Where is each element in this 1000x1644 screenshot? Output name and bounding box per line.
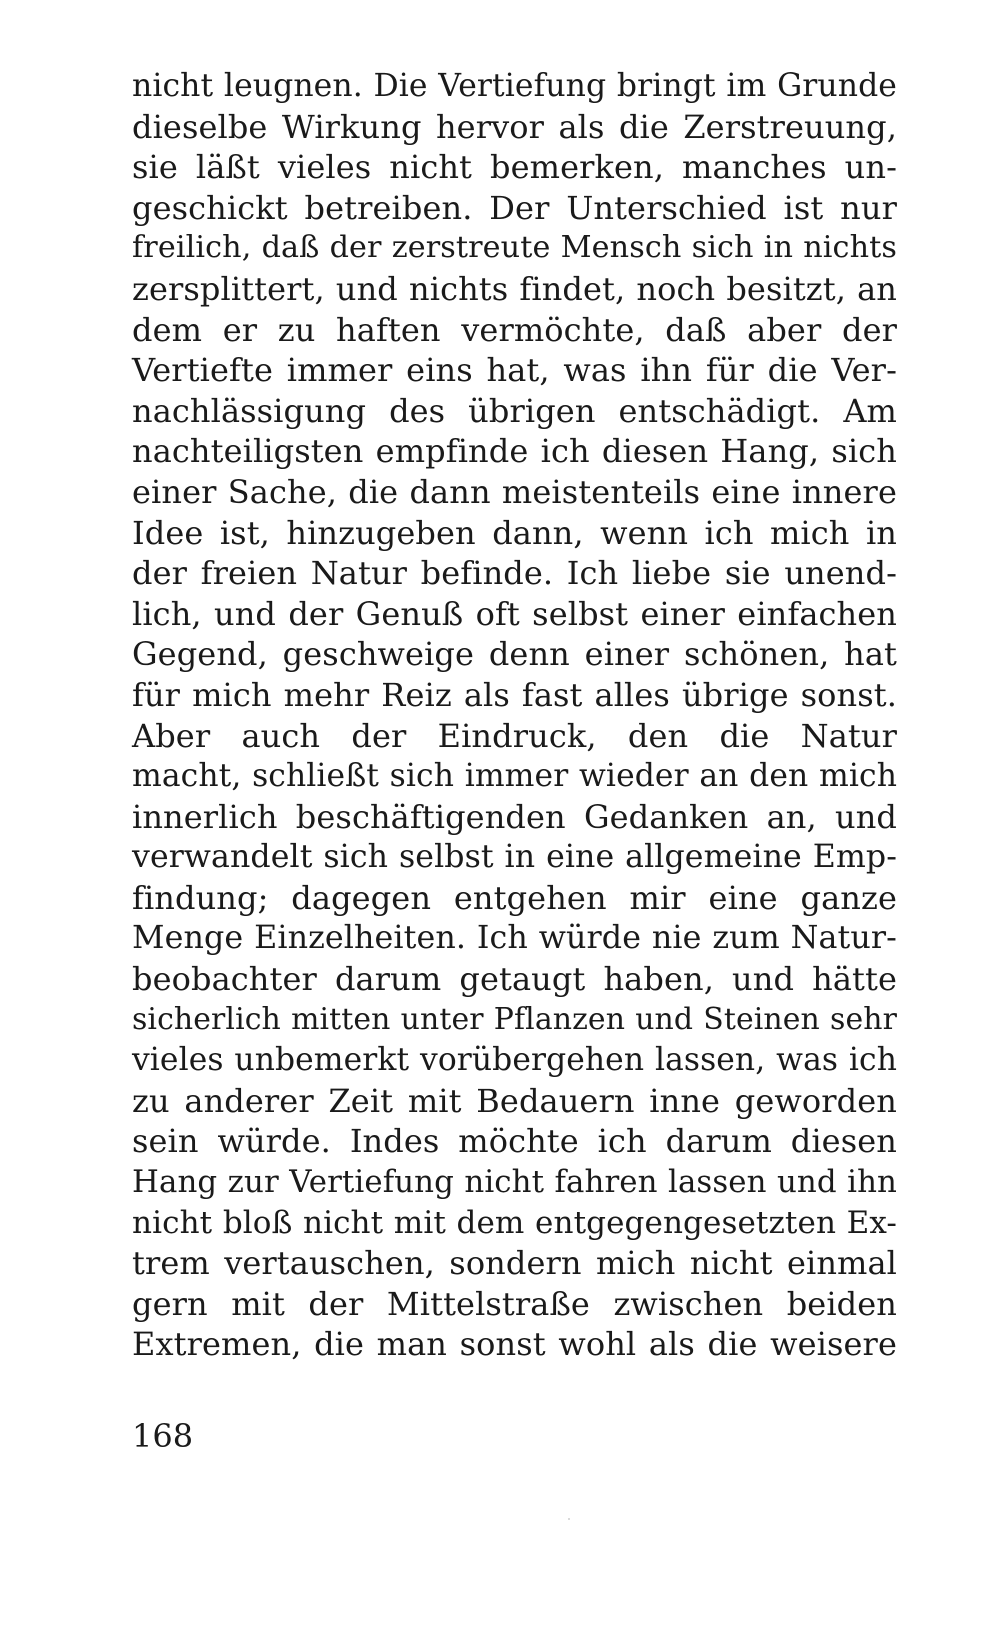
text-line: Vertiefte immer eins hat, was ihn für die Ver- — [132, 351, 897, 390]
text-line: beobachter darum getaugt haben, und hätte — [132, 960, 897, 999]
page-number: 168 — [132, 1417, 194, 1455]
text-line: sein würde. Indes möchte ich darum diesen — [132, 1122, 897, 1161]
text-line: gern mit der Mittelstraße zwischen beiden — [132, 1284, 897, 1323]
text-line: Aber auch der Eindruck, den die Natur — [132, 716, 897, 755]
text-line: innerlich beschäftigenden Gedanken an, und — [132, 797, 897, 836]
text-line: geschickt betreiben. Der Unterschied ist nur — [132, 188, 897, 227]
text-line: einer Sache, die dann meistenteils eine innere — [132, 472, 897, 511]
paper-speck — [568, 1518, 570, 1520]
text-line: vieles unbemerkt vorübergehen lassen, was ich — [132, 1042, 897, 1079]
text-line: lich, und der Genuß oft selbst einer einfachen — [132, 594, 897, 633]
text-line: nachteiligsten empfinde ich diesen Hang, sich — [132, 432, 897, 471]
text-line: zu anderer Zeit mit Bedauern inne geworden — [132, 1081, 897, 1120]
text-line: der freien Natur befinde. Ich liebe sie unend- — [132, 554, 897, 593]
text-line: Hang zur Vertiefung nicht fahren lassen und ihn — [132, 1164, 897, 1201]
text-line: sicherlich mitten unter Pflanzen und Steinen sehr — [132, 1001, 897, 1037]
text-line: für mich mehr Reiz als fast alles übrige sonst. — [132, 675, 897, 714]
text-line: Extremen, die man sonst wohl als die weisere — [132, 1325, 897, 1364]
text-line: nicht leugnen. Die Vertiefung bringt im Grunde — [132, 68, 897, 104]
text-line: freilich, daß der zerstreute Mensch sich in nichts — [132, 230, 897, 266]
text-line: trem vertauschen, sondern mich nicht einmal — [132, 1244, 897, 1283]
text-line: nicht bloß nicht mit dem entgegengesetzten Ex- — [132, 1204, 897, 1241]
text-line: Menge Einzelheiten. Ich würde nie zum Natur- — [132, 920, 897, 957]
text-line: Idee ist, hinzugeben dann, wenn ich mich in — [132, 513, 897, 552]
text-line: macht, schließt sich immer wieder an den mich — [132, 758, 897, 795]
text-line: dieselbe Wirkung hervor als die Zerstreuung, — [132, 107, 897, 146]
text-line: nachlässigung des übrigen entschädigt. Am — [132, 391, 897, 430]
text-line: dem er zu haften vermöchte, daß aber der — [132, 310, 897, 349]
text-line: sie läßt vieles nicht bemerken, manches un- — [132, 148, 897, 187]
text-line: findung; dagegen entgehen mir eine ganze — [132, 878, 897, 917]
text-line: Gegend, geschweige denn einer schönen, hat — [132, 635, 897, 674]
body-text — [132, 66, 897, 1365]
text-line: zersplittert, und nichts findet, noch besitzt, an — [132, 269, 897, 308]
text-line: verwandelt sich selbst in eine allgemeine Emp- — [132, 839, 897, 876]
